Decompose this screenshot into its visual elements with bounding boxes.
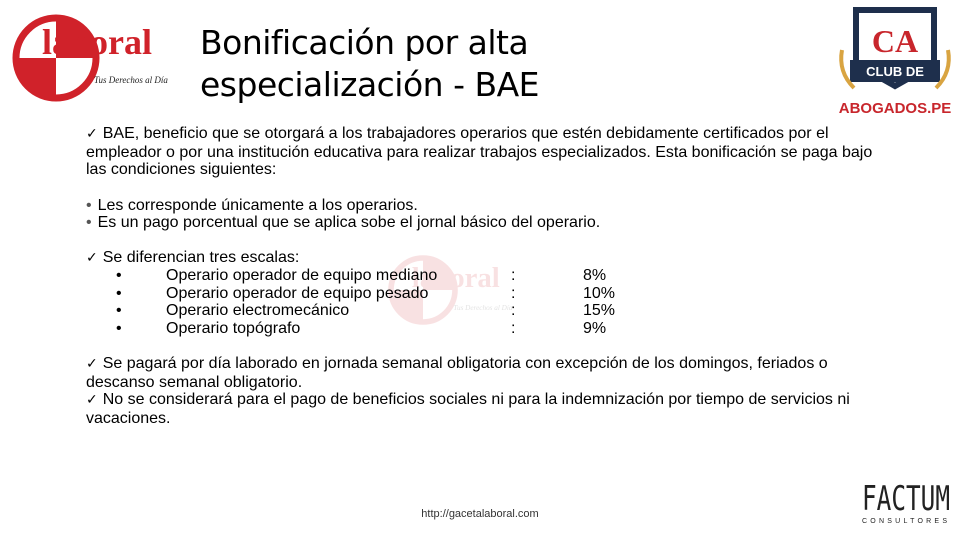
scale-separator: : [511, 284, 516, 302]
bullet-icon: • [116, 302, 122, 319]
note-paragraph: ✓ No se considerará para el pago de beneficios sociales ni para la indemnización por tiempo de servicios ni vacaciones. [86, 391, 850, 427]
club-logo-initials: CA [871, 23, 919, 59]
factum-logo-name: FACTUM [862, 479, 950, 519]
scale-row [86, 320, 886, 338]
scale-row [86, 285, 886, 303]
title-line-2: especialización - BAE [200, 65, 540, 104]
scale-separator: : [511, 267, 516, 284]
scale-name: Operario operador de equipo pesado [166, 284, 429, 302]
watermark-wordmark: laboral [411, 261, 500, 294]
footer-url[interactable]: http://gacetalaboral.com [421, 508, 539, 520]
factum-logo [860, 478, 952, 526]
bullet-icon: • [86, 214, 92, 231]
title-line-1: Bonificación por alta [200, 23, 529, 62]
checkmark-icon: ✓ [86, 249, 98, 266]
club-logo-line1: CLUB DE [866, 64, 924, 79]
notes-section [86, 355, 886, 427]
laboral-logo-wordmark: laboral [42, 22, 153, 62]
scale-separator: : [511, 302, 516, 319]
page-title [200, 22, 620, 106]
bullet-icon: • [116, 284, 122, 302]
checkmark-icon: ✓ [86, 392, 98, 408]
scale-name: Operario electromecánico [166, 302, 350, 319]
scales-section [86, 249, 886, 338]
scale-row [86, 267, 886, 285]
checkmark-icon: ✓ [86, 356, 98, 372]
bullet-list [86, 197, 886, 232]
scale-row [86, 302, 886, 320]
intro-text: BAE, beneficio que se otorgará a los trabajadores operarios que estén debidamente certificados por el empleador o por una institución educativa para realizar trabajos especializados. Esta bonificación se paga bajo las condiciones siguientes: [86, 125, 873, 178]
scale-percent: 15% [583, 302, 616, 319]
factum-logo-sub: CONSULTORES [862, 518, 950, 525]
scale-percent: 8% [583, 267, 607, 284]
club-logo-line2: ABOGADOS.PE [838, 100, 952, 117]
club-abogados-logo [832, 2, 958, 120]
bullet-icon: • [116, 319, 122, 337]
scale-separator: : [511, 319, 516, 337]
intro-paragraph [86, 125, 886, 179]
list-item: • Es un pago porcentual que se aplica sobe el jornal básico del operario. [86, 214, 601, 231]
bullet-icon: • [116, 267, 122, 284]
checkmark-icon: ✓ [86, 126, 98, 142]
slide-content [86, 125, 886, 427]
scales-heading: ✓ Se diferencian tres escalas: [86, 248, 300, 266]
watermark-tagline: Tus Derechos al Día [453, 304, 513, 312]
scale-name: Operario topógrafo [166, 319, 301, 337]
scale-name: Operario operador de equipo mediano [166, 267, 438, 284]
laboral-logo-tagline: Tus Derechos al Día [94, 75, 168, 85]
scale-percent: 9% [583, 319, 607, 337]
laboral-logo [12, 8, 180, 108]
note-paragraph: ✓ Se pagará por día laborado en jornada semanal obligatoria con excepción de los domingos, feriados o descanso semanal obligatorio. [86, 355, 828, 391]
bullet-icon: • [86, 196, 92, 214]
scale-percent: 10% [583, 284, 616, 302]
list-item: • Les corresponde únicamente a los operarios. [86, 196, 418, 214]
